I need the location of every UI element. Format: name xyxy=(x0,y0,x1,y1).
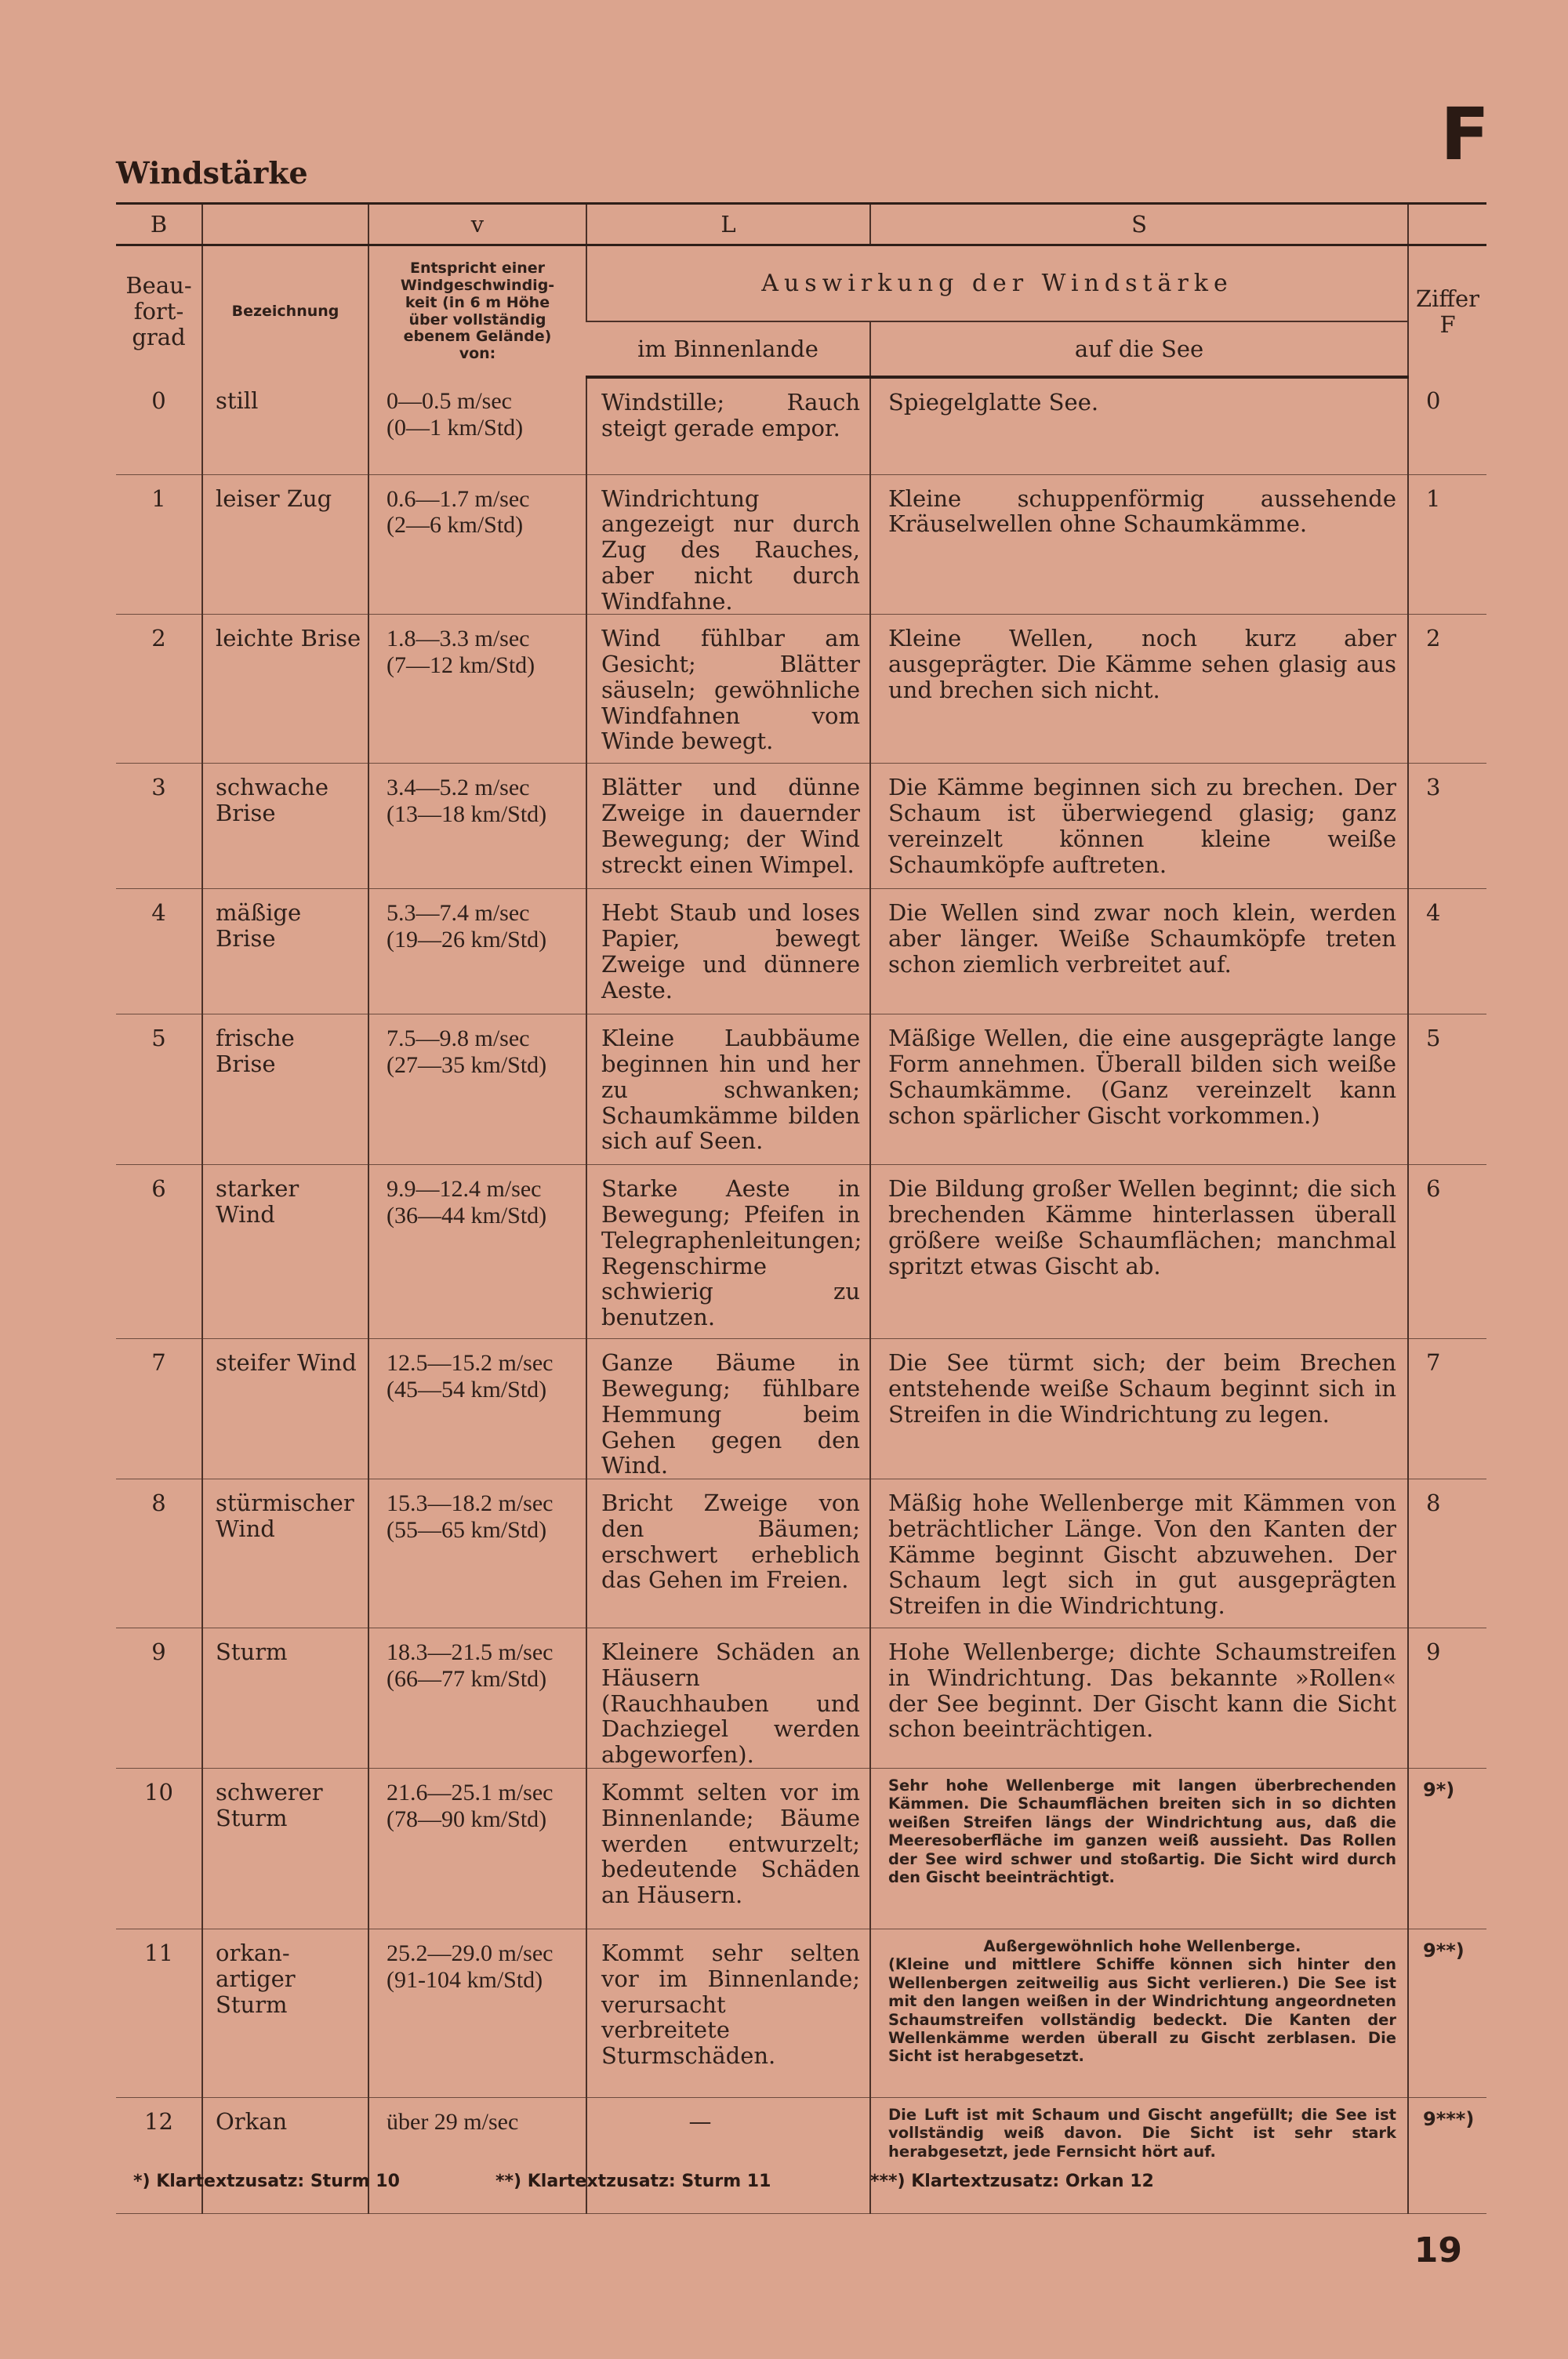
wind-speed-ms: 5.3—7.4 m/sec xyxy=(387,900,530,927)
wind-speed xyxy=(368,1014,586,1165)
wind-speed-kmh: (13—18 km/Std) xyxy=(387,801,547,828)
wind-speed-ms: 3.4—5.2 m/sec xyxy=(387,775,530,801)
wind-designation: schwerer Sturm xyxy=(202,1768,368,1929)
header-auswirkung: Auswirkung der Windstärke xyxy=(586,245,1408,322)
effect-sea xyxy=(870,615,1408,764)
wind-designation: leichte Brise xyxy=(202,615,368,764)
header-beaufortgrad: Beau- fort- grad xyxy=(125,272,192,350)
header-binnenlande: im Binnenlande xyxy=(586,321,870,377)
table-row xyxy=(116,377,1486,474)
wind-speed xyxy=(368,1165,586,1339)
wind-speed-ms: 15.3—18.2 m/sec xyxy=(387,1490,554,1517)
page-title: Windstärke xyxy=(116,155,308,191)
effect-sea-text: Die Luft ist mit Schaum und Gischt angefüllt; die See ist vollständig weiß davon. Die Sicht ist sehr stark herabgesetzt, jede Fernsicht hört auf. xyxy=(888,2105,1396,2161)
effect-inland: Bricht Zweige von den Bäumen; erschwert erheblich das Gehen im Freien. xyxy=(586,1479,870,1628)
table-row xyxy=(116,2097,1486,2213)
effect-inland: Wind fühlbar am Gesicht; Blätter säuseln; gewöhnliche Windfahnen vom Winde bewegt. xyxy=(586,615,870,764)
wind-speed-kmh: (0—1 km/Std) xyxy=(387,414,524,441)
effect-inland: Windstille; Rauch steigt gerade empor. xyxy=(586,377,870,474)
beaufort-grade: 7 xyxy=(116,1339,202,1479)
wind-speed-kmh: (2—6 km/Std) xyxy=(387,512,524,539)
wind-speed-kmh: (19—26 km/Std) xyxy=(387,927,547,953)
header-v-description: Entspricht einer Windgeschwindig- keit (in 6 m Höhe über vollständig ebenem Gelände) von: xyxy=(368,245,586,378)
wind-speed xyxy=(368,615,586,764)
wind-speed-kmh: (36—44 km/Std) xyxy=(387,1203,547,1229)
effect-inland: — xyxy=(586,2097,870,2213)
header-letter-l: L xyxy=(586,204,870,245)
effect-inland: Ganze Bäume in Bewegung; fühlbare Hemmung beim Gehen gegen den Wind. xyxy=(586,1339,870,1479)
wind-speed xyxy=(368,1929,586,2097)
wind-speed-kmh: (66—77 km/Std) xyxy=(387,1666,547,1693)
beaufort-grade: 11 xyxy=(116,1929,202,2097)
wind-designation: frische Brise xyxy=(202,1014,368,1165)
wind-speed-ms: 1.8—3.3 m/sec xyxy=(387,626,530,652)
ziffer-code: 9**) xyxy=(1408,1929,1486,2097)
wind-speed-ms: 9.9—12.4 m/sec xyxy=(387,1176,542,1203)
ziffer-code: 1 xyxy=(1408,474,1486,615)
table-row xyxy=(116,1339,1486,1479)
header-letter-s: S xyxy=(870,204,1408,245)
effect-sea-text: Die Kämme beginnen sich zu brechen. Der Schaum ist überwiegend glasig; ganz vereinzelt können kleine weiße Schaumköpfe auftreten. xyxy=(888,774,1396,878)
table-row xyxy=(116,1479,1486,1628)
effect-inland: Kleine Laubbäume beginnen hin und her zu schwanken; Schaumkämme bilden sich auf Seen. xyxy=(586,1014,870,1165)
ziffer-code: 9*) xyxy=(1408,1768,1486,1929)
effect-inland: Kommt selten vor im Binnenlande; Bäume werden entwurzelt; bedeutende Schäden an Häusern. xyxy=(586,1768,870,1929)
table-row xyxy=(116,764,1486,889)
table-row xyxy=(116,889,1486,1014)
table-row xyxy=(116,1768,1486,1929)
beaufort-grade: 12 xyxy=(116,2097,202,2213)
wind-designation: starker Wind xyxy=(202,1165,368,1339)
wind-speed xyxy=(368,1339,586,1479)
wind-designation: stürmischer Wind xyxy=(202,1479,368,1628)
wind-designation: leiser Zug xyxy=(202,474,368,615)
effect-sea-text: Die See türmt sich; der beim Brechen entstehende weiße Schaum beginnt sich in Streifen in die Windrichtung zu legen. xyxy=(888,1349,1396,1428)
ziffer-code: 7 xyxy=(1408,1339,1486,1479)
wind-speed-kmh: (55—65 km/Std) xyxy=(387,1517,547,1544)
effect-sea xyxy=(870,1479,1408,1628)
ziffer-code: 8 xyxy=(1408,1479,1486,1628)
table-row xyxy=(116,1165,1486,1339)
effect-sea-text: Die Bildung großer Wellen beginnt; die sich brechenden Kämme hinterlassen überall größere weiße Schaumflächen; manchmal spritzt etwas Gischt ab. xyxy=(888,1175,1396,1279)
ziffer-code: 9 xyxy=(1408,1628,1486,1769)
table-row xyxy=(116,1929,1486,2097)
wind-designation: Orkan xyxy=(202,2097,368,2213)
effect-sea xyxy=(870,1768,1408,1929)
beaufort-grade: 0 xyxy=(116,377,202,474)
wind-speed-ms: 0.6—1.7 m/sec xyxy=(387,485,530,512)
effect-sea-title: Außergewöhnlich hohe Wellenberge. xyxy=(983,1936,1301,1955)
ziffer-code: 6 xyxy=(1408,1165,1486,1339)
page-letter: F xyxy=(1440,93,1490,176)
wind-speed-ms: 25.2—29.0 m/sec xyxy=(387,1940,554,1966)
beaufort-grade: 6 xyxy=(116,1165,202,1339)
wind-speed xyxy=(368,1768,586,1929)
table-row xyxy=(116,615,1486,764)
header-letter-v: v xyxy=(368,204,586,245)
effect-sea xyxy=(870,474,1408,615)
wind-speed-kmh: (78—90 km/Std) xyxy=(387,1806,547,1832)
effect-sea-text: Kleine Wellen, noch kurz aber ausgeprägter. Die Kämme sehen glasig aus und brechen sich nicht. xyxy=(888,625,1396,703)
wind-designation: schwache Brise xyxy=(202,764,368,889)
beaufort-grade: 4 xyxy=(116,889,202,1014)
effect-sea xyxy=(870,1339,1408,1479)
column-letters-row xyxy=(116,204,1486,245)
ziffer-code: 2 xyxy=(1408,615,1486,764)
effect-sea xyxy=(870,889,1408,1014)
wind-speed xyxy=(368,1628,586,1769)
effect-sea xyxy=(870,1929,1408,2097)
effect-inland: Hebt Staub und loses Papier, bewegt Zweige und dünnere Aeste. xyxy=(586,889,870,1014)
table-row xyxy=(116,1628,1486,1769)
table-row xyxy=(116,474,1486,615)
effect-sea-text: Spiegelglatte See. xyxy=(888,389,1099,416)
wind-designation: steifer Wind xyxy=(202,1339,368,1479)
effect-sea-text: (Kleine und mittlere Schiffe können sich hinter den Wellenbergen zeitweilig aus Sicht verlieren.) Die See ist mit den langen weißen in der Windrichtung angeordneten Schaumstreifen vollständig bedeckt. Die Kanten der Wellenkämme werden überall zu Gischt zerblasen. Die Sicht ist herabgesetzt. xyxy=(888,1955,1396,2066)
wind-designation: mäßige Brise xyxy=(202,889,368,1014)
table-row xyxy=(116,1014,1486,1165)
effect-sea-text: Hohe Wellenberge; dichte Schaumstreifen in Windrichtung. Das bekannte »Rollen« der See beginnt. Der Gischt kann die Sicht schon beeinträchtigen. xyxy=(888,1639,1396,1743)
effect-sea xyxy=(870,1014,1408,1165)
effect-sea xyxy=(870,377,1408,474)
ziffer-code: 5 xyxy=(1408,1014,1486,1165)
wind-speed xyxy=(368,764,586,889)
beaufort-grade: 10 xyxy=(116,1768,202,1929)
beaufort-grade: 8 xyxy=(116,1479,202,1628)
effect-sea xyxy=(870,1628,1408,1769)
page-number: 19 xyxy=(1414,2230,1462,2270)
effect-inland: Blätter und dünne Zweige in dauernder Bewegung; der Wind streckt einen Wimpel. xyxy=(586,764,870,889)
effect-sea xyxy=(870,2097,1408,2213)
header-bezeichnung: Bezeichnung xyxy=(202,245,368,378)
beaufort-table xyxy=(116,202,1486,2214)
ziffer-code: 9***) xyxy=(1408,2097,1486,2213)
wind-designation: orkan-artiger Sturm xyxy=(202,1929,368,2097)
wind-speed-ms: 21.6—25.1 m/sec xyxy=(387,1779,554,1806)
wind-speed-kmh: (91-104 km/Std) xyxy=(387,1966,543,1993)
wind-speed xyxy=(368,2097,586,2213)
wind-designation: still xyxy=(202,377,368,474)
beaufort-grade: 9 xyxy=(116,1628,202,1769)
wind-speed xyxy=(368,889,586,1014)
footnote-3: ***) Klartextzusatz: Orkan 12 xyxy=(870,2172,1154,2191)
effect-sea-text: Mäßige Wellen, die eine ausgeprägte lange Form annehmen. Überall bilden sich weiße Schaumkämme. (Ganz vereinzelt kann schon spärlicher Gischt vorkommen.) xyxy=(888,1025,1396,1129)
effect-sea-text: Kleine schuppenförmig aussehende Kräuselwellen ohne Schaumkämme. xyxy=(888,485,1396,538)
effect-sea xyxy=(870,1165,1408,1339)
effect-inland: Starke Aeste in Bewegung; Pfeifen in Telegraphenleitungen; Regenschirme schwierig zu benutzen. xyxy=(586,1165,870,1339)
wind-speed-ms: 18.3—21.5 m/sec xyxy=(387,1639,554,1666)
effect-inland: Kleinere Schäden an Häusern (Rauchhauben und Dachziegel werden abgeworfen). xyxy=(586,1628,870,1769)
wind-speed xyxy=(368,1479,586,1628)
wind-speed-ms: 0—0.5 m/sec xyxy=(387,388,512,414)
footnote-2: **) Klartextzusatz: Sturm 11 xyxy=(495,2172,771,2191)
wind-speed-kmh: (7—12 km/Std) xyxy=(387,652,535,679)
wind-speed-ms: 7.5—9.8 m/sec xyxy=(387,1025,530,1052)
effect-inland: Windrichtung angezeigt nur durch Zug des Rauches, aber nicht durch Windfahne. xyxy=(586,474,870,615)
wind-speed-ms: 12.5—15.2 m/sec xyxy=(387,1350,554,1377)
beaufort-grade: 1 xyxy=(116,474,202,615)
effect-sea-text: Mäßig hohe Wellenberge mit Kämmen von beträchtlicher Länge. Von den Kanten der Kämme beginnt Gischt abzuwehen. Der Schaum legt sich in gut ausgeprägten Streifen in die Windrichtung. xyxy=(888,1490,1396,1620)
beaufort-grade: 5 xyxy=(116,1014,202,1165)
column-header-row xyxy=(116,245,1486,322)
header-see: auf die See xyxy=(870,321,1408,377)
beaufort-grade: 3 xyxy=(116,764,202,889)
ziffer-code: 3 xyxy=(1408,764,1486,889)
header-ziffer: Ziffer F xyxy=(1408,245,1486,378)
wind-speed-kmh: (27—35 km/Std) xyxy=(387,1052,547,1079)
ziffer-code: 0 xyxy=(1408,377,1486,474)
ziffer-code: 4 xyxy=(1408,889,1486,1014)
effect-inland: Kommt sehr selten vor im Binnenlande; verursacht verbreitete Sturmschäden. xyxy=(586,1929,870,2097)
header-letter-b: B xyxy=(116,204,202,245)
wind-speed-ms: über 29 m/sec xyxy=(387,2108,519,2135)
effect-sea-text: Die Wellen sind zwar noch klein, werden aber länger. Weiße Schaumköpfe treten schon ziemlich verbreitet auf. xyxy=(888,899,1396,978)
wind-designation: Sturm xyxy=(202,1628,368,1769)
footnote-1: *) Klartextzusatz: Sturm 10 xyxy=(133,2172,400,2191)
effect-sea-text: Sehr hohe Wellenberge mit langen überbrechenden Kämmen. Die Schaumflächen breiten sich in so dichten weißen Streifen längs der Windrichtung aus, daß die Meeresoberfläche im ganzen weiß aussieht. Das Rollen der See wird schwer und stoßartig. Die Sicht wird durch den Gischt beeinträchtigt. xyxy=(888,1776,1396,1886)
wind-speed-kmh: (45—54 km/Std) xyxy=(387,1377,547,1403)
wind-speed xyxy=(368,474,586,615)
wind-speed xyxy=(368,377,586,474)
effect-sea xyxy=(870,764,1408,889)
beaufort-grade: 2 xyxy=(116,615,202,764)
